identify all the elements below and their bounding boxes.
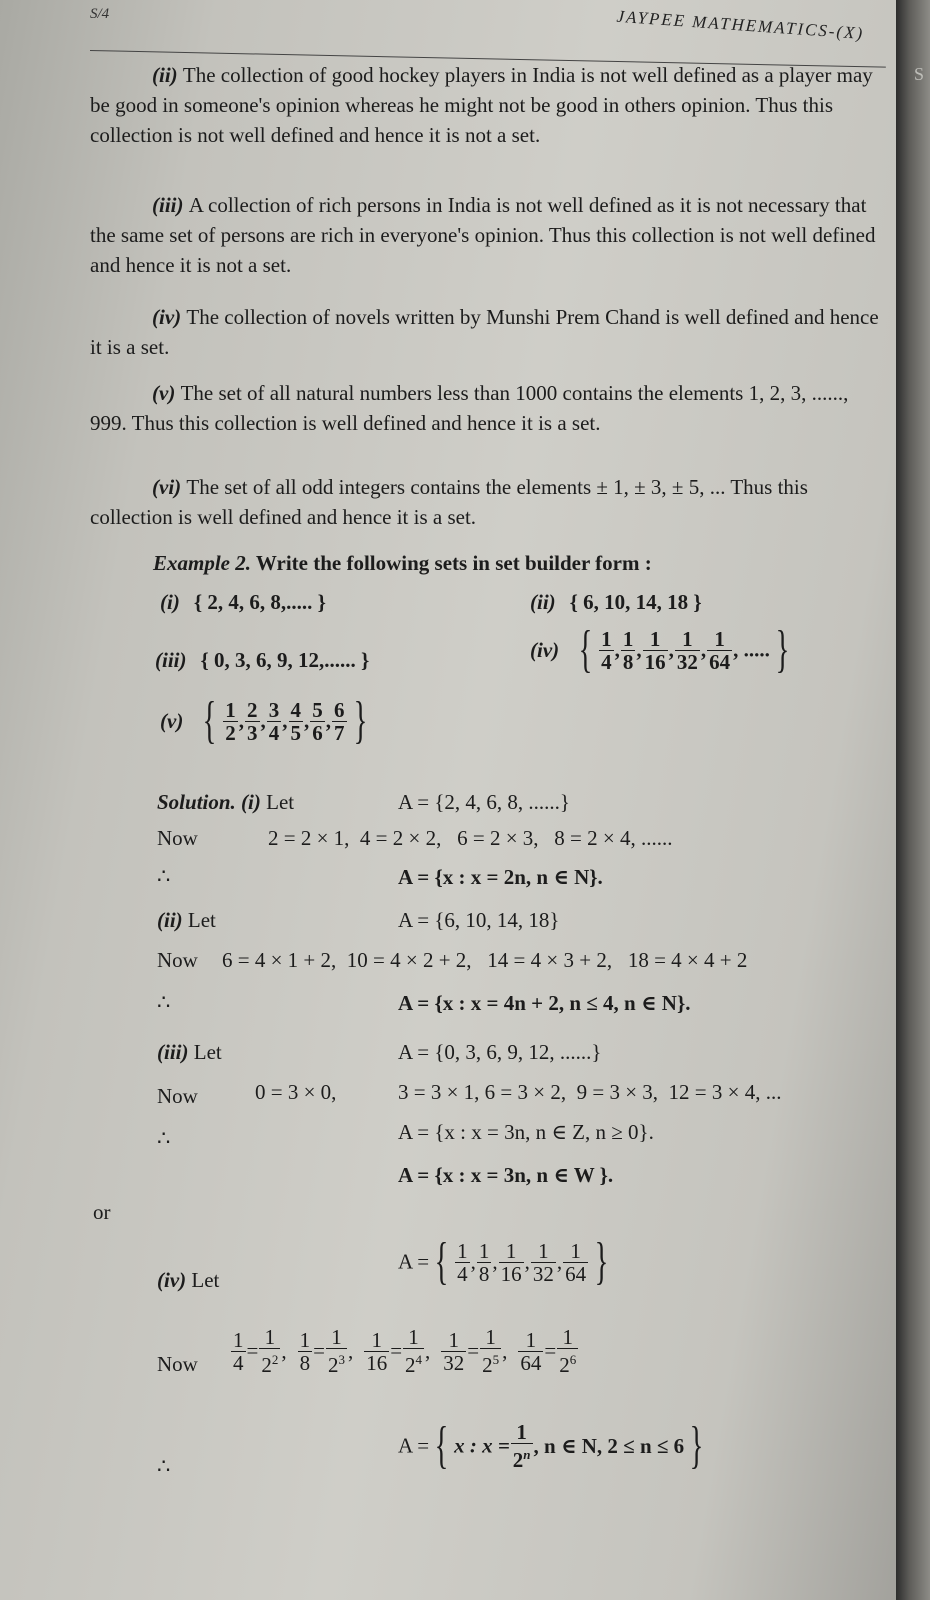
paragraph-iii: (iii) A collection of rich persons in India is not well defined as it is not necessary that the same set of persons are rich in everyone's opinion. Thus this collection is not well defined and hence it is not a set.: [90, 193, 876, 277]
solution-line-12-math: [230, 1326, 579, 1376]
solution-line-10-math: A = {x : x = 3n, n ∈ W }.: [398, 1163, 614, 1187]
comma: ,: [636, 637, 642, 662]
fraction: $\frac{1}{2^4}$: [405, 1325, 423, 1377]
equals-sign: =: [246, 1338, 259, 1363]
solution-now-4: Now: [157, 1352, 198, 1376]
example-item-iv: (iv) { $\frac{1}{4}$ , $\frac{1}{8}$ , $\frac{1}{16}$ , $\frac{1}{32}$ , $\frac{1}{64}$ , ..... }: [530, 621, 790, 678]
solution-line-1-math: A = {2, 4, 6, 8, ......}: [398, 790, 571, 814]
page-number: S/4: [90, 6, 110, 22]
fraction: $\frac{1}{2^6}$: [559, 1325, 577, 1377]
therefore-2: ∴: [157, 990, 171, 1014]
equals-sign: =: [544, 1338, 557, 1363]
solution-line-4-math: A = {6, 10, 14, 18}: [398, 908, 560, 932]
example-item-iii: (iii) { 0, 3, 6, 9, 12,...... }: [155, 648, 370, 672]
fraction: $\frac{1}{32}$: [676, 626, 698, 674]
fraction: $\frac{1}{8}$: [622, 626, 634, 674]
fraction: $\frac{1}{2^2}$: [261, 1325, 279, 1377]
page-header: [0, 0, 900, 60]
paragraph-ii: (ii) The collection of good hockey players in India is not well defined as a player may be good in someone's opinion whereas he might not be good in others opinion. Thus this collection is not well defined and hence it is not a set.: [90, 63, 873, 147]
fraction: $\frac{1}{2}$: [225, 697, 236, 745]
fraction: $\frac{1}{64}$: [520, 1327, 542, 1375]
comma: ,: [524, 1249, 530, 1274]
right-brace: }: [594, 1233, 609, 1290]
fraction: $\frac{2}{3}$: [247, 697, 258, 745]
fraction: $\frac{1}{2^3}$: [327, 1325, 345, 1377]
comma: ,: [347, 1338, 354, 1363]
comma: ,: [502, 1338, 508, 1363]
solution-now-2: Now: [157, 948, 198, 972]
right-brace: }: [689, 1417, 704, 1474]
left-brace: {: [434, 1417, 449, 1474]
comma: ,: [614, 637, 620, 662]
solution-line-7-math: A = {0, 3, 6, 9, 12, ......}: [398, 1040, 602, 1064]
or-label: or: [93, 1200, 111, 1224]
example-item-i: (i) { 2, 4, 6, 8,..... }: [160, 590, 326, 614]
solution-line-1: Solution. (i) Let: [157, 790, 295, 814]
left-brace: {: [202, 692, 217, 749]
comma: ,: [668, 637, 674, 662]
solution-now-3: Now: [157, 1084, 198, 1108]
solution-line-7: (iii) Let: [157, 1040, 222, 1064]
fraction: $\frac{4}{5}$: [290, 697, 302, 745]
fraction: $\frac{1}{64}$: [565, 1238, 587, 1286]
comma: ,: [282, 708, 288, 733]
fraction: $\frac{1}{4}$: [457, 1238, 468, 1286]
example-title: Example 2. Write the following sets in set builder form :: [153, 551, 652, 575]
fraction: $\frac{1}{2^5}$: [482, 1325, 500, 1377]
right-brace: }: [353, 692, 367, 749]
paragraph-iv: (iv) The collection of novels written by Munshi Prem Chand is well defined and hence it is a set.: [90, 305, 879, 359]
solution-now-1: Now: [157, 826, 198, 850]
equals-sign: =: [390, 1338, 403, 1363]
comma: ,: [238, 708, 245, 733]
solution-line-13-math: A = { x : x = $\frac{1}{2^n}$ , n ∈ N, 2 ≤ n ≤ 6 }: [398, 1417, 704, 1474]
solution-line-9-math: A = {x : x = 3n, n ∈ Z, n ≥ 0}.: [398, 1120, 654, 1144]
solution-line-3-math: A = {x : x = 2n, n ∈ N}.: [398, 865, 603, 889]
fraction: $\frac{1}{16}$: [644, 626, 666, 674]
comma: ,: [492, 1249, 498, 1274]
comma: ,: [425, 1338, 431, 1363]
solution-line-11: (iv) Let: [157, 1268, 220, 1292]
equals-sign: =: [467, 1338, 480, 1363]
fraction: $\frac{1}{32}$: [532, 1238, 554, 1286]
solution-line-5-math: 6 = 4 × 1 + 2, 10 = 4 × 2 + 2, 14 = 4 × 3 + 2, 18 = 4 × 4 + 2: [222, 948, 748, 972]
solution-line-11-math: A = { $\frac{1}{4}$ , $\frac{1}{8}$ , $\frac{1}{16}$ , $\frac{1}{32}$ , $\frac{1}{64}$ }: [398, 1233, 609, 1290]
fraction: $\frac{1}{32}$: [443, 1327, 465, 1375]
equals-sign: =: [313, 1338, 325, 1363]
solution-line-8b-math: 3 = 3 × 1, 6 = 3 × 2, 9 = 3 × 3, 12 = 3 × 4, ...: [398, 1080, 782, 1104]
comma: ,: [700, 637, 707, 662]
fraction: $\frac{5}{6}$: [312, 697, 323, 745]
fraction: $\frac{1}{8}$: [299, 1327, 311, 1375]
page-edge: [896, 0, 930, 1600]
fraction: $\frac{1}{64}$: [709, 626, 731, 674]
solution-line-2-math: 2 = 2 × 1, 4 = 2 × 2, 6 = 2 × 3, 8 = 2 × 4, ......: [268, 826, 673, 850]
edge-mark: S: [913, 64, 924, 84]
comma: ,: [281, 1338, 287, 1363]
paragraph-vi: (vi) The set of all odd integers contains the elements ± 1, ± 3, ± 5, ... Thus this collection is well defined and hence it is a set.: [90, 475, 808, 529]
paragraph-v: (v) The set of all natural numbers less than 1000 contains the elements 1, 2, 3, ......, 999. Thus this collection is well defined and hence it is a set.: [90, 381, 849, 435]
therefore-4: ∴: [157, 1454, 171, 1478]
fraction: $\frac{6}{7}$: [334, 697, 345, 745]
comma: ,: [304, 708, 310, 733]
solution-line-6-math: A = {x : x = 4n + 2, n ≤ 4, n ∈ N}.: [398, 991, 691, 1015]
comma: ,: [260, 708, 266, 733]
example-item-ii: (ii) { 6, 10, 14, 18 }: [530, 590, 702, 614]
solution-line-8a-math: 0 = 3 × 0,: [255, 1080, 337, 1104]
comma: ,: [325, 708, 332, 733]
left-brace: {: [434, 1233, 449, 1290]
fraction: $\frac{1}{16}$: [500, 1238, 522, 1286]
fraction: $\frac{3}{4}$: [268, 697, 280, 745]
therefore-1: ∴: [157, 864, 171, 888]
right-brace: }: [775, 621, 790, 678]
fraction: $\frac{1}{16}$: [366, 1327, 388, 1375]
fraction: $\frac{1}{4}$: [233, 1327, 244, 1375]
example-item-v: (v) { $\frac{1}{2}$ , $\frac{2}{3}$ , $\frac{3}{4}$ , $\frac{4}{5}$ , $\frac{5}{6}$ , $\frac{6}{7}$ }: [160, 692, 367, 749]
fraction: $\frac{1}{8}$: [478, 1238, 490, 1286]
fraction-list: [598, 626, 733, 674]
comma: ,: [556, 1249, 563, 1274]
therefore-3: ∴: [157, 1126, 171, 1150]
fraction: $\frac{1}{4}$: [601, 626, 612, 674]
solution-line-4: (ii) Let: [157, 908, 216, 932]
comma: ,: [470, 1249, 476, 1274]
running-head: JAYPEE MATHEMATICS-(X): [615, 6, 865, 43]
left-brace: {: [578, 621, 593, 678]
fraction: $\frac{1}{2^n}$: [512, 1420, 531, 1472]
